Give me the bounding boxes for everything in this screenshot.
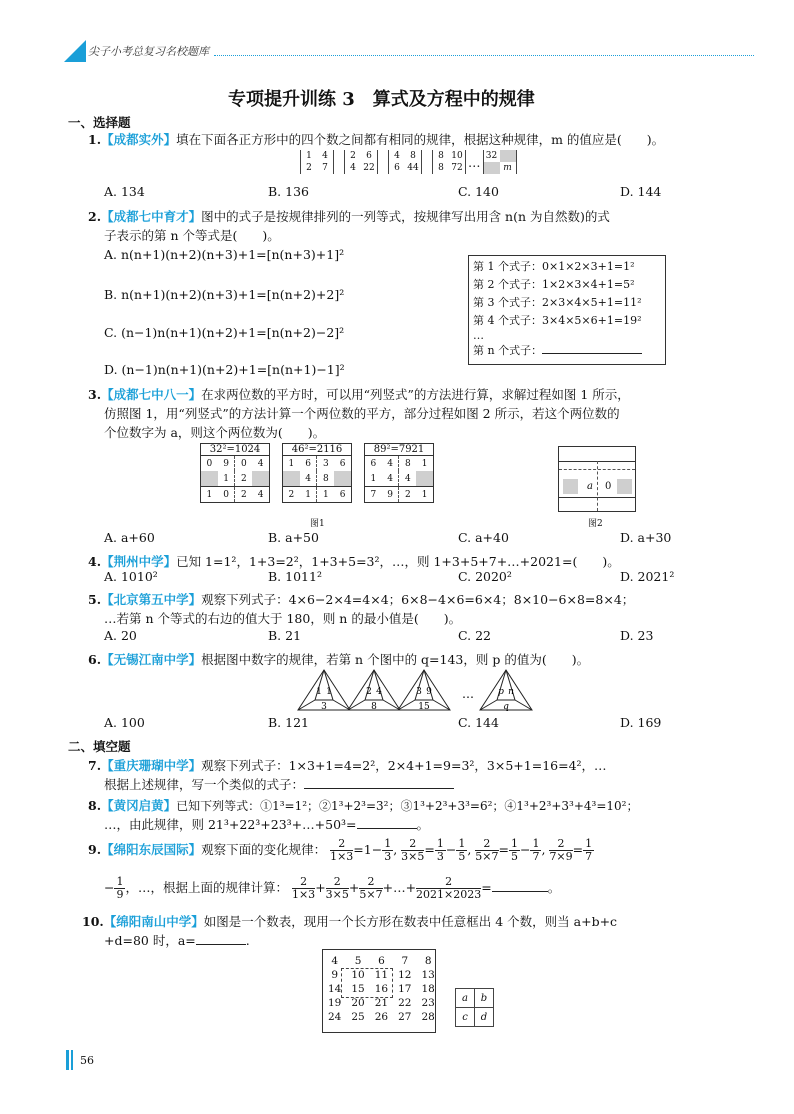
q5-option-b[interactable]: B. 21: [268, 628, 302, 643]
number-triangle: [480, 670, 532, 712]
question-3: 3.【成都七中八一】在求两位数的平方时，可以用“列竖式”的方法进行算，求解过程如图 1 所示，: [88, 387, 630, 402]
question-4: 4.【荆州中学】已知 1=1²，1+3=2²，1+3+5=3²，…，则 1+3+5+7+…+2021=( )。: [88, 554, 620, 569]
question-6: 6.【无锡江南中学】根据图中数字的规律，若第 n 个图中的 q=143，则 p 的值为( )。: [88, 652, 590, 667]
question-2: 2.【成都七中育才】图中的式子是按规律排列的一列等式，按规律写出用含 n(n 为自然数)的式: [88, 209, 610, 224]
vertical-calc: 89²=7921 6 4 8 1 1 4 4 7 9 2 1: [364, 443, 434, 503]
header-triangle-icon: [64, 40, 86, 62]
svg-text:1: 1: [316, 687, 322, 697]
q5-line2: …若第 n 个等式的右边的值大于 180，则 n 的最小值是( )。: [104, 611, 462, 626]
header-bar: [64, 40, 754, 64]
number-triangle: [398, 670, 450, 712]
page-number: 56: [80, 1054, 94, 1067]
answer-blank[interactable]: [304, 788, 454, 789]
svg-text:n: n: [508, 687, 514, 697]
number-triangle: [298, 670, 350, 712]
header-rule: [214, 55, 754, 56]
answer-blank[interactable]: [357, 828, 417, 829]
answer-blank[interactable]: [492, 891, 548, 892]
svg-text:9: 9: [426, 687, 432, 697]
q8-line2: …，由此规律，则 21³+22³+23³+…+50³= 。: [104, 817, 430, 832]
question-8: 8.【黄冈启黄】已知下列等式：①1³=1²；②1³+2³=3²；③1³+2³+3³=6²；④1³+2³+3³+4³=10²；: [88, 798, 639, 813]
q1-option-b[interactable]: B. 136: [268, 184, 309, 199]
svg-text:2: 2: [366, 687, 372, 697]
number-square: 32 m: [483, 150, 517, 174]
number-square: 8 10 8 72: [432, 150, 466, 174]
q6-triangles: [296, 666, 556, 714]
q10-abcd-box: a b c d: [455, 988, 494, 1027]
vertical-calc: 46²=2116 1 6 3 6 4 8 2 1 1 6: [282, 443, 352, 503]
q3-option-b[interactable]: B. a+50: [268, 530, 319, 545]
q7-line2: 根据上述规律，写一个类似的式子：: [104, 775, 454, 793]
section-choice: 一、选择题: [68, 115, 131, 130]
q6-option-c[interactable]: C. 144: [458, 715, 499, 730]
q6-option-d[interactable]: D. 169: [620, 715, 662, 730]
footer-bar-icon: [66, 1050, 69, 1070]
q3-option-a[interactable]: A. a+60: [104, 530, 155, 545]
ellipsis: …: [468, 154, 481, 170]
q5-option-d[interactable]: D. 23: [620, 628, 654, 643]
svg-text:p: p: [498, 687, 504, 697]
svg-text:8: 8: [371, 702, 377, 712]
svg-text:15: 15: [418, 702, 430, 712]
q1-option-d[interactable]: D. 144: [620, 184, 662, 199]
q1-option-c[interactable]: C. 140: [458, 184, 499, 199]
q6-option-b[interactable]: B. 121: [268, 715, 309, 730]
q1-squares: [300, 150, 517, 184]
q3-option-c[interactable]: C. a+40: [458, 530, 509, 545]
svg-text:4: 4: [376, 687, 382, 697]
question-9: 9.【绵阳东辰国际】观察下面的变化规律： $\frac{2}{1\times 3}$ =1− $\frac{1}{3}$ , $\frac{2}{3\times 5}$ = $\frac{1}{3}$ − $\frac{1}{5}$ , $\frac{2}{5\times 7}$ = $\frac{1}{5}$ − $\frac{1}{7}$ , $\frac{2}{7\times 9}$ = $\frac{1}{7}$: [88, 837, 593, 863]
figure-1-label: 图1: [310, 519, 325, 529]
question-5: 5.【北京第五中学】观察下列式子：4×6−2×4=4×4；6×8−4×6=6×4；8×10−6×8=8×4；: [88, 592, 635, 607]
q3-figure-2: a 0: [558, 446, 636, 512]
answer-blank[interactable]: [196, 944, 246, 945]
q3-line2: 仿照图 1，用“列竖式”的方法计算一个两位数的平方，部分过程如图 2 所示，若这个两位数的: [104, 406, 620, 421]
page-title: 专项提升训练 3 算式及方程中的规律: [228, 89, 535, 110]
q4-option-a[interactable]: A. 1010²: [104, 569, 158, 584]
section-fill: 二、填空题: [68, 739, 131, 754]
q3-option-d[interactable]: D. a+30: [620, 530, 672, 545]
svg-text:3: 3: [321, 702, 327, 712]
q2-option-d: D. (n−1)n(n+1)(n+2)+1=[n(n+1)−1]²: [104, 362, 345, 377]
svg-text:1: 1: [326, 687, 332, 697]
q2-option-a: A. n(n+1)(n+2)(n+3)+1=[n(n+3)+1]²: [104, 247, 345, 262]
q2-pattern-box: 第 1 个式子：0×1×2×3+1=1² 第 2 个式子：1×2×3×4+1=5² 第 3 个式子：2×3×4×5+1=11² 第 4 个式子：3×4×5×6+1=19² … 第 n 个式子：: [468, 255, 666, 365]
number-square: 4 8 6 44: [388, 150, 422, 174]
q9-line2: − $\frac{1}{9}$ ，…，根据上面的规律计算： $\frac{2}{1\times 3}$ + $\frac{2}{3\times 5}$ + $\frac{2}{5\times 7}$ +…+ $\frac{2}{2021\times 2023}$ = 。: [104, 875, 561, 901]
question-10: 10.【绵阳南山中学】如图是一个数表，现用一个长方形在数表中任意框出 4 个数，则当 a+b+c: [82, 914, 618, 929]
number-square: 1 4 2 7: [300, 150, 334, 174]
q3-line3: 个位数字为 a，则这个两位数为( )。: [104, 425, 326, 440]
footer-bar-icon-2: [71, 1050, 73, 1070]
figure-2-label: 图2: [588, 519, 603, 529]
source-tag: 【成都实外】: [101, 132, 177, 147]
svg-text:q: q: [503, 702, 509, 712]
q10-number-table: 4 5 6 7 8 9 10 11 12 13 14 15 16 17 18 19 20 21 22 23 24 25 26 27 28: [322, 949, 436, 1033]
q2-option-b: B. n(n+1)(n+2)(n+3)+1=[n(n+2)+2]²: [104, 287, 345, 302]
ellipsis: …: [462, 687, 474, 701]
number-triangle: [348, 670, 400, 712]
q5-option-c[interactable]: C. 22: [458, 628, 491, 643]
q2-option-c: C. (n−1)n(n+1)(n+2)+1=[n(n+2)−2]²: [104, 325, 345, 340]
q1-option-a[interactable]: A. 134: [104, 184, 145, 199]
q4-option-b[interactable]: B. 1011²: [268, 569, 322, 584]
q4-option-c[interactable]: C. 2020²: [458, 569, 512, 584]
q3-figure-1: [200, 443, 434, 503]
q4-option-d[interactable]: D. 2021²: [620, 569, 675, 584]
number-square: 2 6 4 22: [344, 150, 378, 174]
q10-line2: +d=80 时，a= .: [104, 933, 250, 948]
svg-text:3: 3: [416, 687, 422, 697]
header-series: 尖子小考总复习名校题库: [88, 45, 209, 58]
q6-option-a[interactable]: A. 100: [104, 715, 145, 730]
vertical-calc: 32²=1024 0 9 0 4 1 2 1 0 2 4: [200, 443, 270, 503]
q5-option-a[interactable]: A. 20: [104, 628, 137, 643]
question-7: 7.【重庆珊瑚中学】观察下列式子：1×3+1=4=2²，2×4+1=9=3²，3×5+1=16=4²，…: [88, 758, 607, 773]
question-1: 1.【成都实外】填在下面各正方形中的四个数之间都有相同的规律，根据这种规律，m 的值应是( )。: [88, 132, 665, 147]
q2-line2: 子表示的第 n 个等式是( )。: [104, 228, 280, 243]
